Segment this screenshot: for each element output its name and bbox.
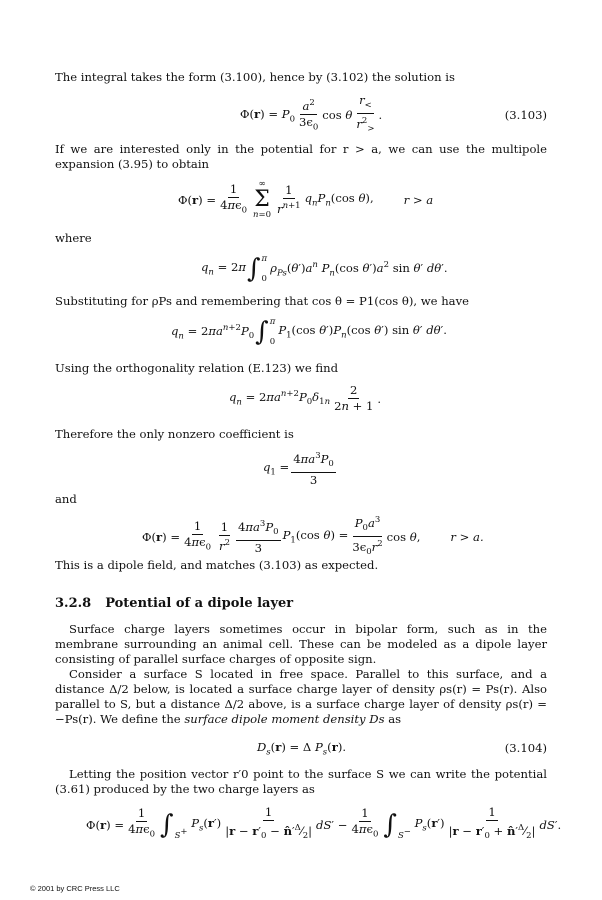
label-r-gt-a-2: r > a. (450, 529, 484, 544)
paragraph-where: where (55, 231, 92, 245)
paragraph-position-vector: Letting the position vector r′0 point to the surface S we can write the potential (3.61) produced by the two charge layers as (55, 767, 547, 796)
equation-number-3-104: (3.104) (504, 741, 547, 755)
paragraph-nonzero: Therefore the only nonzero coefficient is (55, 427, 294, 441)
equation-qn-substituted: $q_n = 2\pi a^{n+2}P_0$ ∫ π 0 $P_1(\cos$ $\theta')P_n(\cos$ θ′) sin θ′ dθ′. (171, 317, 447, 347)
consider-text: Consider a surface S located in free space. Parallel to this surface, and a distance Δ/2 below, is located a surface charge layer of density ρs(r) = Ps(r). Also parallel to S, but a distance Δ/2 above, is a surface charge layer of density ρs(r) = −Ps(r). We define the (55, 667, 547, 726)
paragraph-intro: The integral takes the form (3.100), hence by (3.102) the solution is (55, 70, 455, 84)
equation-3-104: $D_s(r) = \Delta$ $P_s(r)$. (257, 740, 347, 758)
equation-qn-result: $q_n = 2\pi a^{n+2}P_0\delta_{1n}$ $\frac{2}{2n + 1}$ . (229, 383, 382, 413)
paragraph-orthogonality: Using the orthogonality relation (E.123) we find (55, 361, 339, 375)
paragraph-consider-surface (55, 667, 547, 727)
copyright-footer: © 2001 by CRC Press LLC (30, 884, 120, 893)
equation-qn-integral: $q_n = 2\pi$ ∫ π 0 $\rho_{Ps}(\theta')a^n$ $P_n(\cos$ $\theta')a^2$ sin θ′ dθ′. (201, 254, 448, 284)
equation-number-3-103: (3.103) (504, 108, 547, 122)
section-heading (55, 596, 307, 611)
equation-3-103: $\Phi(r) = P_0$ $\frac{a^2}{3\epsilon_0}$ cos θ $\frac{r_<}{r^2_>}$ . (240, 93, 383, 135)
paragraph-surface-charge: Surface charge layers sometimes occur in bipolar form, such as in the membrane surrounding an animal cell. These can be modeled as a dipole layer consisting of parallel surface charges of opposite sign. (55, 622, 547, 666)
paragraph-multipole: If we are interested only in the potential for r > a, we can use the multipole expansion (3.95) to obtain (55, 142, 547, 171)
paragraph-dipole-field: This is a dipole field, and matches (3.103) as expected. (55, 558, 379, 572)
section-title: Potential of a dipole layer (105, 596, 294, 611)
paragraph-and: and (55, 492, 77, 506)
equation-multipole-expansion: Φ(r) = $\frac{1}{4\pi\epsilon_0}$ ∞ Σ n=0 $\frac{1}{r^{n+1}}$ $q_nP_n(\cos$ θ), r > a (178, 179, 434, 220)
label-r-gt-a: r > a (403, 193, 434, 207)
equation-dipole-layer-potential: Φ(r) = $\frac{1}{4\pi\epsilon_0}$ ∫ S+ $P_s(r')$ $\frac{1}{|r - r'_0 - n̂'^\Delta⁄_2|}$ dS′ − $\frac{1}{4\pi\epsilon_0}$ ∫ S− $P_s(r')$ $\frac{1}{|r - r'_0 + n̂'^\Delta⁄_2|}$ dS′. (86, 805, 562, 842)
equation-q1: $q_1$ = $\frac{4\pi a^3P_0}{3}$ (263, 451, 334, 488)
section-number: 3.2.8 (55, 596, 92, 611)
equation-dipole-field: Φ(r) = $\frac{1}{4\pi\epsilon_0}$ $\frac{1}{r^2}$ $\frac{4\pi a^3P_0}{3}$ $P_1(\cos$ θ) = $\frac{P_0a^3}{3\epsilon_0r^2}$ cos θ, r > a. (142, 515, 484, 558)
dipole-moment-term: surface dipole moment density Ds (184, 712, 385, 726)
paragraph-substituting: Substituting for ρPs and remembering that cos θ = P1(cos θ), we have (55, 294, 469, 308)
consider-text-end: as (388, 712, 402, 726)
